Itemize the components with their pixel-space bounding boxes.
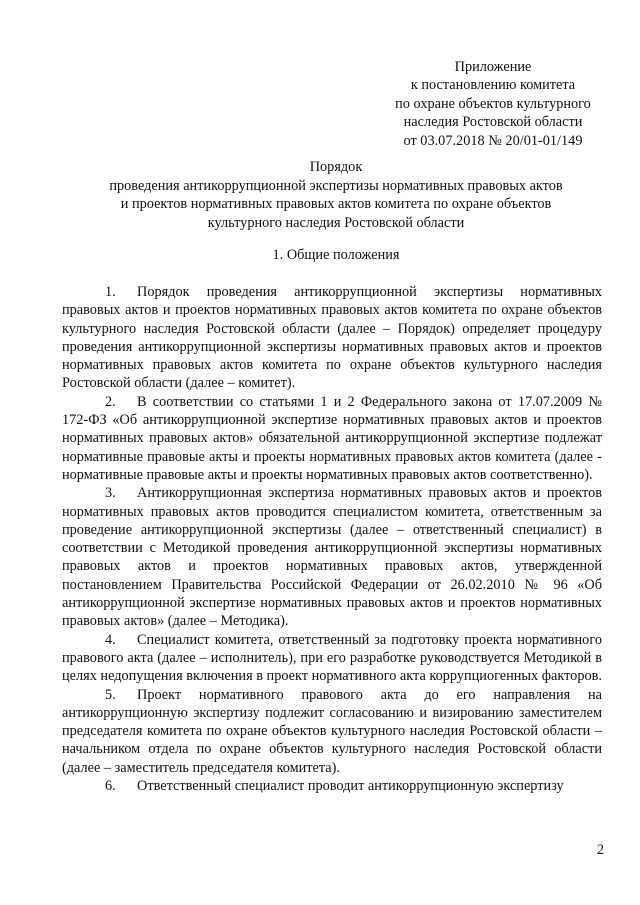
appendix-block <box>380 58 606 150</box>
paragraph <box>62 283 602 393</box>
paragraph <box>62 484 602 630</box>
paragraph <box>62 631 602 686</box>
paragraph-text: Порядок проведения антикоррупционной экспертизы нормативных правовых актов и проектов нормативных правовых актов комитета по охране объектов культурного наследия Ростовской области (далее – Порядок) определяет процедуру проведения антикоррупционной экспертизы нормативных правовых актов и проектов нормативных правовых актов комитета по охране объектов культурного наследия Ростовской области (далее – комитет). <box>62 284 602 392</box>
appendix-line: к постановлению комитета <box>410 77 576 94</box>
paragraph <box>62 686 602 777</box>
title-heading: Порядок <box>309 159 363 175</box>
title-line: проведения антикоррупционной экспертизы нормативных правовых актов <box>109 177 563 194</box>
paragraph-text: Специалист комитета, ответственный за подготовку проекта нормативного правового акта (далее – исполнитель), при его разработке руководствуется Методикой в целях недопущения включения в проект нормативного акта коррупциогенных факторов. <box>62 631 602 685</box>
section-heading: 1. Общие положения <box>272 247 400 263</box>
document-body <box>62 283 602 795</box>
paragraph-text: Антикоррупционная экспертиза нормативных правовых актов и проектов нормативных правовых актов проводится специалистом комитета, ответственным за проведение антикоррупционной экспертизы (далее – ответственный специалист) в соответствии с Методикой проведения антикоррупционной экспертизы нормативных правовых актов и проектов нормативных правовых актов, утвержденной постановлением Правительства Российской Федерации от 26.02.2010 № 96 «Об антикоррупционной экспертизе нормативных правовых актов и проектов нормативных правовых актов» (далее – Методика). <box>62 485 602 630</box>
paragraph <box>62 777 602 795</box>
paragraph-number: 2. <box>105 393 116 410</box>
appendix-line: от 03.07.2018 № 20/01-01/149 <box>403 132 583 149</box>
appendix-line: наследия Ростовской области <box>403 114 583 131</box>
page-number: 2 <box>596 842 604 858</box>
paragraph-number: 1. <box>105 284 116 300</box>
paragraph-number: 6. <box>105 778 116 795</box>
appendix-line: Приложение <box>454 59 532 75</box>
paragraph <box>62 393 602 484</box>
title-line: культурного наследия Ростовской области <box>207 214 465 231</box>
paragraph-number: 5. <box>105 686 116 703</box>
paragraph-number: 3. <box>105 485 116 502</box>
document-title <box>70 158 602 232</box>
paragraph-text: Проект нормативного правового акта до его направления на антикоррупционную экспертизу подлежит согласованию и визированию заместителем председателя комитета по охране объектов культурного наследия Ростовской области – начальником отдела по охране объектов культурного наследия Ростовской области (далее – заместитель председателя комитета). <box>62 686 602 776</box>
paragraph-text: Ответственный специалист проводит антикоррупционную экспертизу <box>137 778 564 795</box>
paragraph-text: В соответствии со статьями 1 и 2 Федерального закона от 17.07.2009 № 172-ФЗ «Об антикоррупционной экспертизе нормативных правовых актов и проектов нормативных правовых актов» обязательной антикоррупционной экспертизе подлежат нормативные правовые акты и проекты нормативных правовых актов комитета (далее - нормативные правовые акты и проекты нормативных правовых актов соответственно). <box>62 393 602 483</box>
paragraph-number: 4. <box>105 631 116 648</box>
appendix-line: по охране объектов культурного <box>395 95 591 112</box>
title-line: и проектов нормативных правовых актов комитета по охране объектов <box>120 196 552 213</box>
